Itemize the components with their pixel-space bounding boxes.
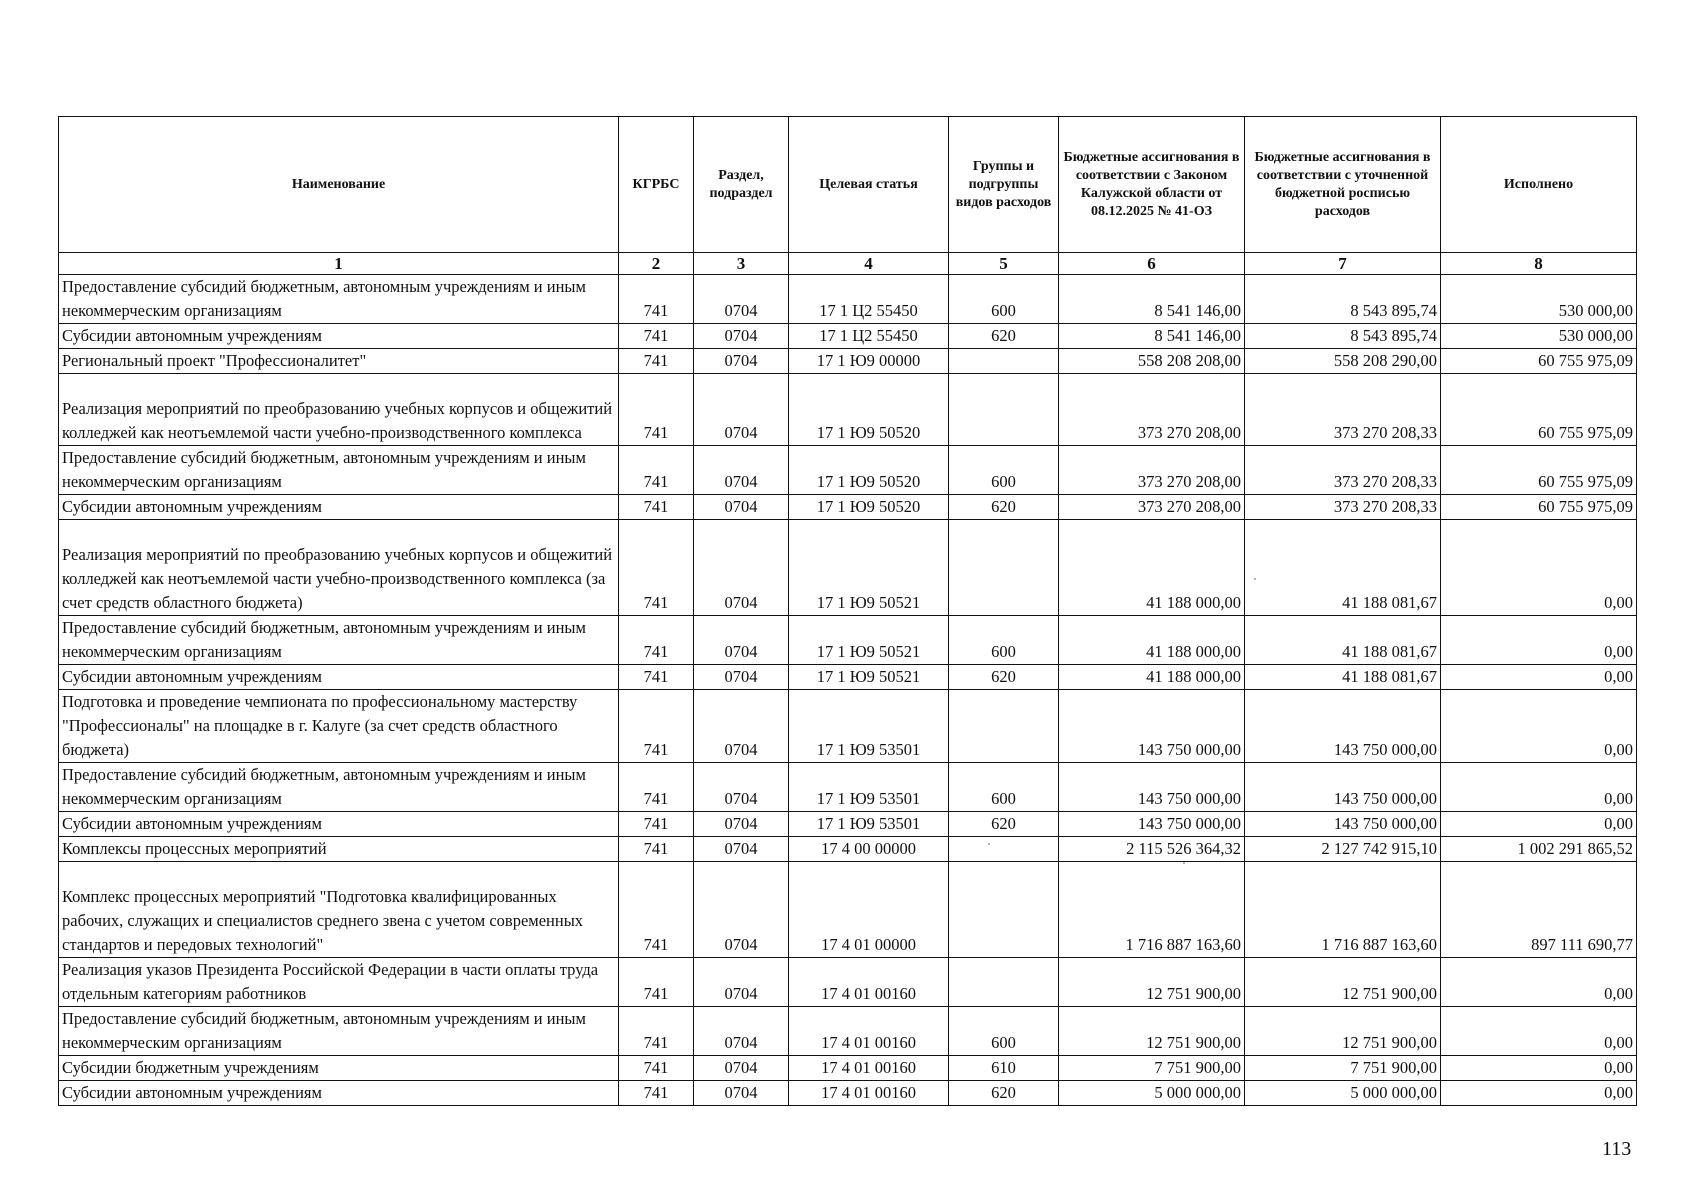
header-name: Наименование [59, 117, 619, 253]
cell-name: Подготовка и проведение чемпионата по профессиональному мастерству "Профессионалы" на площадке в г. Калуге (за счет средств областного бюджета) [59, 690, 619, 763]
cell-name: Реализация мероприятий по преобразованию учебных корпусов и общежитий колледжей как неотъемлемой части учебно-производственного комплекса (за счет средств областного бюджета) [59, 520, 619, 616]
cell-razdel: 0704 [694, 275, 789, 324]
cell-vid: 600 [949, 446, 1059, 495]
column-number: 8 [1441, 253, 1637, 275]
cell-name: Предоставление субсидий бюджетным, автономным учреждениям и иным некоммерческим организациям [59, 446, 619, 495]
table-row [59, 1081, 1637, 1106]
column-numbers-row [59, 253, 1637, 275]
cell-vid [949, 374, 1059, 446]
cell-razdel: 0704 [694, 349, 789, 374]
cell-vid: 600 [949, 616, 1059, 665]
table-row [59, 374, 1637, 446]
cell-assign-refined: 558 208 290,00 [1245, 349, 1441, 374]
table-row [59, 1007, 1637, 1056]
cell-kgrbs: 741 [619, 837, 694, 862]
cell-name: Комплексы процессных мероприятий [59, 837, 619, 862]
cell-assign-refined: 373 270 208,33 [1245, 446, 1441, 495]
cell-executed: 0,00 [1441, 616, 1637, 665]
scan-speck [1254, 578, 1256, 580]
cell-razdel: 0704 [694, 665, 789, 690]
cell-executed: 0,00 [1441, 812, 1637, 837]
cell-assign-refined: 41 188 081,67 [1245, 665, 1441, 690]
cell-razdel: 0704 [694, 374, 789, 446]
header-celevaya: Целевая статья [789, 117, 949, 253]
cell-celevaya: 17 4 01 00160 [789, 1007, 949, 1056]
cell-assign-refined: 41 188 081,67 [1245, 520, 1441, 616]
cell-razdel: 0704 [694, 763, 789, 812]
cell-assign-refined: 143 750 000,00 [1245, 812, 1441, 837]
cell-celevaya: 17 4 01 00160 [789, 1081, 949, 1106]
cell-assign-law: 41 188 000,00 [1059, 520, 1245, 616]
cell-celevaya: 17 1 Ц2 55450 [789, 324, 949, 349]
cell-assign-refined: 373 270 208,33 [1245, 374, 1441, 446]
cell-assign-law: 558 208 208,00 [1059, 349, 1245, 374]
cell-razdel: 0704 [694, 690, 789, 763]
cell-celevaya: 17 4 01 00160 [789, 1056, 949, 1081]
cell-vid: 620 [949, 324, 1059, 349]
table-row [59, 495, 1637, 520]
table-row [59, 763, 1637, 812]
cell-assign-refined: 41 188 081,67 [1245, 616, 1441, 665]
cell-name: Предоставление субсидий бюджетным, автономным учреждениям и иным некоммерческим организациям [59, 616, 619, 665]
column-number: 6 [1059, 253, 1245, 275]
cell-assign-law: 41 188 000,00 [1059, 616, 1245, 665]
cell-celevaya: 17 1 Ю9 50521 [789, 665, 949, 690]
cell-razdel: 0704 [694, 837, 789, 862]
column-number: 5 [949, 253, 1059, 275]
header-razdel: Раздел, подраздел [694, 117, 789, 253]
cell-assign-law: 143 750 000,00 [1059, 763, 1245, 812]
cell-executed: 60 755 975,09 [1441, 446, 1637, 495]
cell-executed: 0,00 [1441, 958, 1637, 1007]
cell-assign-refined: 12 751 900,00 [1245, 1007, 1441, 1056]
cell-razdel: 0704 [694, 520, 789, 616]
cell-assign-refined: 12 751 900,00 [1245, 958, 1441, 1007]
cell-vid: 600 [949, 763, 1059, 812]
cell-assign-refined: 143 750 000,00 [1245, 763, 1441, 812]
cell-razdel: 0704 [694, 446, 789, 495]
cell-assign-law: 143 750 000,00 [1059, 690, 1245, 763]
cell-assign-refined: 373 270 208,33 [1245, 495, 1441, 520]
cell-assign-refined: 5 000 000,00 [1245, 1081, 1441, 1106]
cell-kgrbs: 741 [619, 520, 694, 616]
cell-name: Субсидии автономным учреждениям [59, 812, 619, 837]
header-executed: Исполнено [1441, 117, 1637, 253]
cell-razdel: 0704 [694, 958, 789, 1007]
cell-kgrbs: 741 [619, 958, 694, 1007]
table-header-row [59, 117, 1637, 253]
table-row [59, 275, 1637, 324]
cell-celevaya: 17 4 00 00000 [789, 837, 949, 862]
cell-vid [949, 349, 1059, 374]
cell-celevaya: 17 1 Ю9 00000 [789, 349, 949, 374]
cell-executed: 897 111 690,77 [1441, 862, 1637, 958]
cell-executed: 1 002 291 865,52 [1441, 837, 1637, 862]
cell-kgrbs: 741 [619, 862, 694, 958]
cell-executed: 60 755 975,09 [1441, 349, 1637, 374]
cell-assign-refined: 2 127 742 915,10 [1245, 837, 1441, 862]
cell-executed: 0,00 [1441, 690, 1637, 763]
cell-vid: 620 [949, 1081, 1059, 1106]
column-number: 3 [694, 253, 789, 275]
table-body [59, 275, 1637, 1106]
cell-name: Предоставление субсидий бюджетным, автономным учреждениям и иным некоммерческим организациям [59, 763, 619, 812]
cell-razdel: 0704 [694, 1081, 789, 1106]
cell-assign-law: 8 541 146,00 [1059, 275, 1245, 324]
cell-name: Реализация мероприятий по преобразованию учебных корпусов и общежитий колледжей как неотъемлемой части учебно-производственного комплекса [59, 374, 619, 446]
cell-executed: 0,00 [1441, 1081, 1637, 1106]
table-row [59, 862, 1637, 958]
cell-celevaya: 17 4 01 00000 [789, 862, 949, 958]
column-number: 4 [789, 253, 949, 275]
column-number: 1 [59, 253, 619, 275]
cell-assign-law: 8 541 146,00 [1059, 324, 1245, 349]
cell-kgrbs: 741 [619, 275, 694, 324]
cell-razdel: 0704 [694, 324, 789, 349]
table-row [59, 324, 1637, 349]
cell-name: Субсидии автономным учреждениям [59, 324, 619, 349]
header-kgrbs: КГРБС [619, 117, 694, 253]
budget-table [58, 116, 1637, 1106]
table-row [59, 1056, 1637, 1081]
cell-name: Субсидии бюджетным учреждениям [59, 1056, 619, 1081]
cell-name: Реализация указов Президента Российской Федерации в части оплаты труда отдельным категориям работников [59, 958, 619, 1007]
cell-executed: 0,00 [1441, 665, 1637, 690]
cell-name: Комплекс процессных мероприятий "Подготовка квалифицированных рабочих, служащих и специалистов среднего звена с учетом современных стандартов и передовых технологий" [59, 862, 619, 958]
cell-kgrbs: 741 [619, 665, 694, 690]
cell-assign-law: 373 270 208,00 [1059, 495, 1245, 520]
cell-vid: 600 [949, 275, 1059, 324]
cell-assign-law: 5 000 000,00 [1059, 1081, 1245, 1106]
cell-assign-refined: 1 716 887 163,60 [1245, 862, 1441, 958]
cell-assign-law: 373 270 208,00 [1059, 374, 1245, 446]
cell-razdel: 0704 [694, 812, 789, 837]
cell-kgrbs: 741 [619, 446, 694, 495]
cell-kgrbs: 741 [619, 349, 694, 374]
cell-celevaya: 17 4 01 00160 [789, 958, 949, 1007]
cell-executed: 530 000,00 [1441, 275, 1637, 324]
cell-vid: 610 [949, 1056, 1059, 1081]
cell-razdel: 0704 [694, 1007, 789, 1056]
cell-name: Субсидии автономным учреждениям [59, 665, 619, 690]
cell-celevaya: 17 1 Ю9 50521 [789, 616, 949, 665]
cell-celevaya: 17 1 Ю9 53501 [789, 690, 949, 763]
scan-speck [1183, 862, 1185, 864]
cell-assign-law: 143 750 000,00 [1059, 812, 1245, 837]
cell-celevaya: 17 1 Ц2 55450 [789, 275, 949, 324]
cell-razdel: 0704 [694, 495, 789, 520]
table-row [59, 812, 1637, 837]
table-row [59, 665, 1637, 690]
table-row [59, 958, 1637, 1007]
cell-kgrbs: 741 [619, 324, 694, 349]
cell-assign-law: 12 751 900,00 [1059, 1007, 1245, 1056]
cell-name: Субсидии автономным учреждениям [59, 495, 619, 520]
cell-executed: 0,00 [1441, 1007, 1637, 1056]
cell-assign-law: 7 751 900,00 [1059, 1056, 1245, 1081]
cell-executed: 0,00 [1441, 520, 1637, 616]
header-assign-law: Бюджетные ассигнования в соответствии с Законом Калужской области от 08.12.2025 № 41-ОЗ [1059, 117, 1245, 253]
cell-celevaya: 17 1 Ю9 53501 [789, 812, 949, 837]
cell-executed: 530 000,00 [1441, 324, 1637, 349]
page-number: 113 [1602, 1138, 1632, 1160]
cell-kgrbs: 741 [619, 763, 694, 812]
cell-name: Предоставление субсидий бюджетным, автономным учреждениям и иным некоммерческим организациям [59, 275, 619, 324]
cell-kgrbs: 741 [619, 1081, 694, 1106]
cell-assign-law: 41 188 000,00 [1059, 665, 1245, 690]
cell-name: Субсидии автономным учреждениям [59, 1081, 619, 1106]
cell-celevaya: 17 1 Ю9 50520 [789, 495, 949, 520]
cell-vid: 600 [949, 1007, 1059, 1056]
cell-assign-law: 12 751 900,00 [1059, 958, 1245, 1007]
header-assign-refined: Бюджетные ассигнования в соответствии с уточненной бюджетной росписью расходов [1245, 117, 1441, 253]
cell-kgrbs: 741 [619, 1056, 694, 1081]
cell-celevaya: 17 1 Ю9 50521 [789, 520, 949, 616]
table-row [59, 349, 1637, 374]
cell-assign-refined: 7 751 900,00 [1245, 1056, 1441, 1081]
cell-executed: 0,00 [1441, 1056, 1637, 1081]
cell-kgrbs: 741 [619, 1007, 694, 1056]
column-number: 2 [619, 253, 694, 275]
cell-executed: 60 755 975,09 [1441, 374, 1637, 446]
cell-kgrbs: 741 [619, 495, 694, 520]
cell-vid: 620 [949, 665, 1059, 690]
cell-vid [949, 958, 1059, 1007]
table-row [59, 837, 1637, 862]
cell-celevaya: 17 1 Ю9 53501 [789, 763, 949, 812]
cell-kgrbs: 741 [619, 690, 694, 763]
cell-vid [949, 837, 1059, 862]
cell-kgrbs: 741 [619, 374, 694, 446]
cell-assign-law: 373 270 208,00 [1059, 446, 1245, 495]
table-row [59, 616, 1637, 665]
cell-celevaya: 17 1 Ю9 50520 [789, 446, 949, 495]
cell-vid [949, 520, 1059, 616]
cell-executed: 0,00 [1441, 763, 1637, 812]
cell-razdel: 0704 [694, 862, 789, 958]
cell-razdel: 0704 [694, 616, 789, 665]
cell-name: Региональный проект "Профессионалитет" [59, 349, 619, 374]
cell-vid: 620 [949, 495, 1059, 520]
header-gruppy: Группы и подгруппы видов расходов [949, 117, 1059, 253]
cell-assign-law: 1 716 887 163,60 [1059, 862, 1245, 958]
cell-assign-law: 2 115 526 364,32 [1059, 837, 1245, 862]
cell-vid: 620 [949, 812, 1059, 837]
table-row [59, 446, 1637, 495]
cell-assign-refined: 8 543 895,74 [1245, 324, 1441, 349]
column-number: 7 [1245, 253, 1441, 275]
cell-vid [949, 862, 1059, 958]
cell-executed: 60 755 975,09 [1441, 495, 1637, 520]
table-row [59, 520, 1637, 616]
cell-assign-refined: 143 750 000,00 [1245, 690, 1441, 763]
cell-celevaya: 17 1 Ю9 50520 [789, 374, 949, 446]
cell-razdel: 0704 [694, 1056, 789, 1081]
cell-kgrbs: 741 [619, 616, 694, 665]
cell-kgrbs: 741 [619, 812, 694, 837]
cell-name: Предоставление субсидий бюджетным, автономным учреждениям и иным некоммерческим организациям [59, 1007, 619, 1056]
scan-speck [988, 843, 990, 845]
cell-assign-refined: 8 543 895,74 [1245, 275, 1441, 324]
cell-vid [949, 690, 1059, 763]
table-row [59, 690, 1637, 763]
